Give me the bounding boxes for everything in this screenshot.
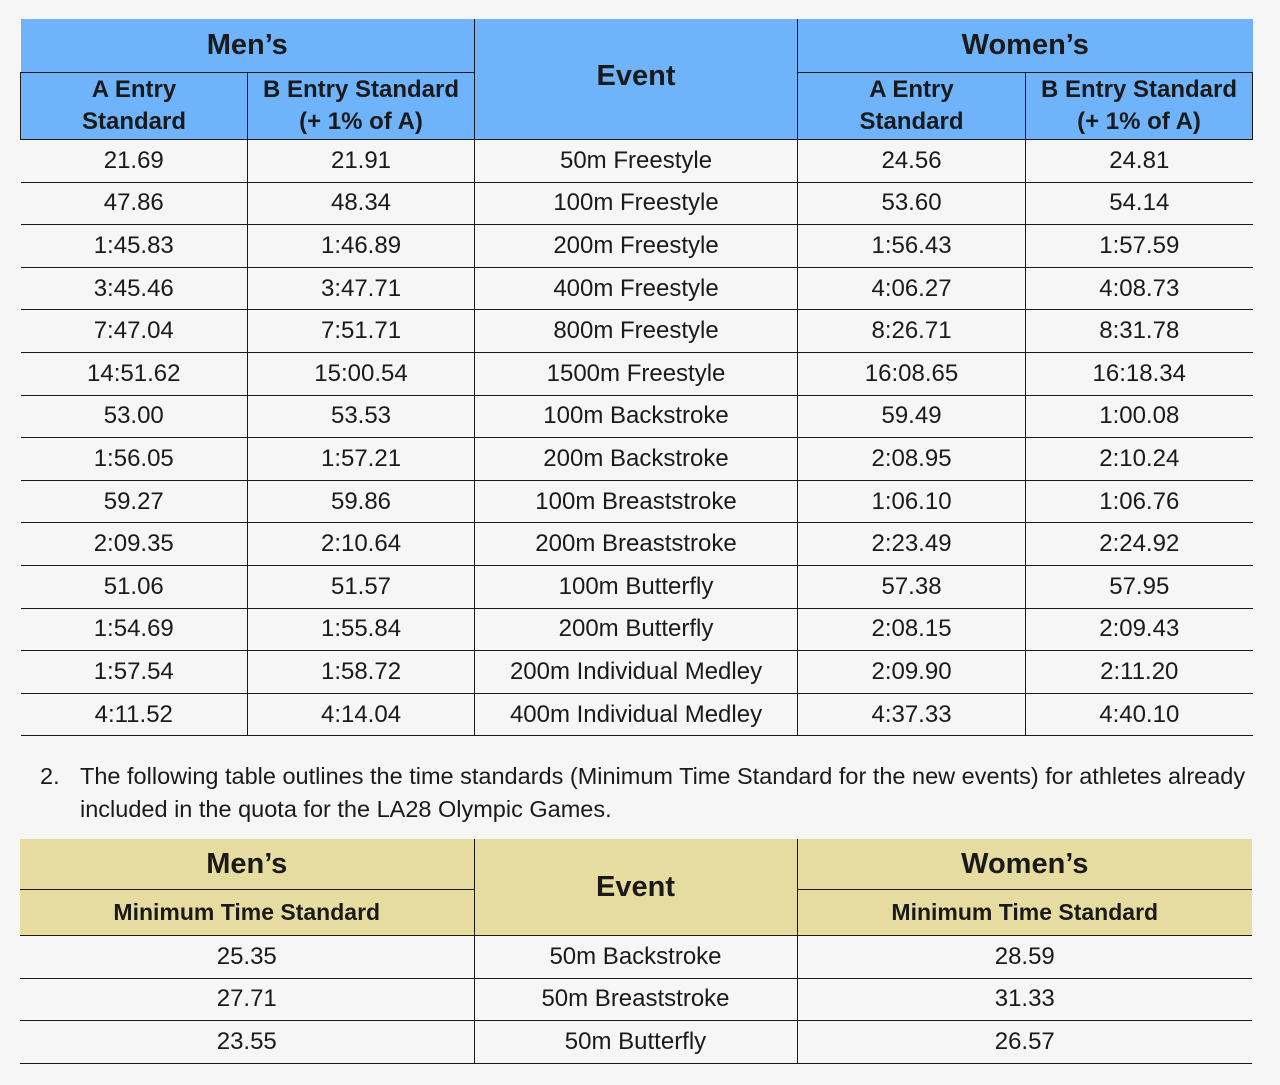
women-b-cell: 4:40.10 bbox=[1026, 693, 1253, 736]
event-cell: 400m Freestyle bbox=[475, 267, 798, 310]
women-b-cell: 1:00.08 bbox=[1026, 395, 1253, 438]
table-row bbox=[20, 1021, 1252, 1064]
event-cell: 50m Freestyle bbox=[475, 140, 798, 183]
header-line: Standard bbox=[859, 108, 964, 135]
event-cell: 50m Butterfly bbox=[474, 1021, 797, 1064]
table-row bbox=[21, 267, 1253, 310]
men-a-cell: 53.00 bbox=[21, 395, 248, 438]
women-minimum-cell: 26.57 bbox=[797, 1021, 1252, 1064]
event-cell: 100m Breaststroke bbox=[475, 480, 798, 523]
men-a-standard-header bbox=[21, 73, 248, 140]
women-b-cell: 4:08.73 bbox=[1026, 267, 1253, 310]
table-row bbox=[21, 651, 1253, 694]
women-a-cell: 2:08.95 bbox=[798, 438, 1026, 481]
women-b-cell: 2:11.20 bbox=[1026, 651, 1253, 694]
event-cell: 100m Backstroke bbox=[475, 395, 798, 438]
women-b-cell: 16:18.34 bbox=[1026, 352, 1253, 395]
women-minimum-header: Minimum Time Standard bbox=[797, 890, 1252, 936]
note-text: The following table outlines the time standards (Minimum Time Standard for the new events) for athletes already included in the quota for the LA28 Olympic Games. bbox=[80, 763, 1246, 822]
event-cell: 100m Butterfly bbox=[475, 565, 798, 608]
women-a-cell: 4:06.27 bbox=[798, 267, 1026, 310]
men-a-cell: 59.27 bbox=[21, 480, 248, 523]
women-b-cell: 1:06.76 bbox=[1026, 480, 1253, 523]
men-b-cell: 1:57.21 bbox=[248, 438, 475, 481]
women-a-cell: 2:23.49 bbox=[798, 523, 1026, 566]
womens-group-header: Women’s bbox=[797, 839, 1252, 890]
women-minimum-cell: 28.59 bbox=[797, 936, 1252, 979]
women-b-cell: 24.81 bbox=[1026, 140, 1253, 183]
men-b-cell: 7:51.71 bbox=[248, 310, 475, 353]
header-line: (+ 1% of A) bbox=[1077, 108, 1201, 135]
women-b-cell: 54.14 bbox=[1026, 182, 1253, 225]
men-b-cell: 15:00.54 bbox=[248, 352, 475, 395]
women-b-standard-header bbox=[1026, 73, 1253, 140]
event-cell: 1500m Freestyle bbox=[475, 352, 798, 395]
entry-standards-table bbox=[20, 19, 1253, 736]
men-a-cell: 4:11.52 bbox=[21, 693, 248, 736]
men-b-cell: 1:55.84 bbox=[248, 608, 475, 651]
header-line: A Entry bbox=[869, 76, 954, 103]
women-a-standard-header bbox=[798, 73, 1026, 140]
mens-group-header: Men’s bbox=[20, 839, 474, 890]
table-row bbox=[21, 693, 1253, 736]
women-a-cell: 53.60 bbox=[798, 182, 1026, 225]
women-minimum-cell: 31.33 bbox=[797, 978, 1252, 1021]
men-b-cell: 21.91 bbox=[248, 140, 475, 183]
women-a-cell: 4:37.33 bbox=[798, 693, 1026, 736]
men-b-cell: 51.57 bbox=[248, 565, 475, 608]
women-b-cell: 2:24.92 bbox=[1026, 523, 1253, 566]
table-row bbox=[21, 352, 1253, 395]
men-a-cell: 1:54.69 bbox=[21, 608, 248, 651]
event-cell: 200m Butterfly bbox=[475, 608, 798, 651]
minimum-standards-table bbox=[20, 839, 1252, 1064]
event-column-header: Event bbox=[475, 19, 798, 140]
event-cell: 200m Breaststroke bbox=[475, 523, 798, 566]
men-a-cell: 7:47.04 bbox=[21, 310, 248, 353]
event-cell: 800m Freestyle bbox=[475, 310, 798, 353]
event-cell: 200m Freestyle bbox=[475, 225, 798, 268]
table-row bbox=[21, 523, 1253, 566]
event-column-header: Event bbox=[474, 839, 797, 936]
table-row bbox=[21, 395, 1253, 438]
men-b-cell: 4:14.04 bbox=[248, 693, 475, 736]
men-a-cell: 51.06 bbox=[21, 565, 248, 608]
men-b-cell: 48.34 bbox=[248, 182, 475, 225]
women-b-cell: 1:57.59 bbox=[1026, 225, 1253, 268]
table-row bbox=[21, 565, 1253, 608]
women-a-cell: 16:08.65 bbox=[798, 352, 1026, 395]
mens-group-header: Men’s bbox=[21, 19, 475, 73]
event-cell: 50m Breaststroke bbox=[474, 978, 797, 1021]
men-a-cell: 1:57.54 bbox=[21, 651, 248, 694]
men-a-cell: 21.69 bbox=[21, 140, 248, 183]
women-b-cell: 2:09.43 bbox=[1026, 608, 1253, 651]
women-a-cell: 8:26.71 bbox=[798, 310, 1026, 353]
header-line: A Entry bbox=[91, 76, 177, 103]
table-row bbox=[21, 140, 1253, 183]
note-paragraph bbox=[40, 760, 1250, 826]
men-minimum-cell: 25.35 bbox=[20, 936, 474, 979]
table-row bbox=[21, 480, 1253, 523]
women-a-cell: 2:09.90 bbox=[798, 651, 1026, 694]
women-a-cell: 57.38 bbox=[798, 565, 1026, 608]
table-row bbox=[21, 310, 1253, 353]
women-a-cell: 1:06.10 bbox=[798, 480, 1026, 523]
men-minimum-cell: 27.71 bbox=[20, 978, 474, 1021]
table-row bbox=[21, 225, 1253, 268]
women-b-cell: 2:10.24 bbox=[1026, 438, 1253, 481]
womens-group-header: Women’s bbox=[798, 19, 1253, 73]
minimum-table-body bbox=[20, 936, 1252, 1064]
men-b-standard-header bbox=[248, 73, 475, 140]
men-a-cell: 3:45.46 bbox=[21, 267, 248, 310]
event-cell: 100m Freestyle bbox=[475, 182, 798, 225]
men-a-cell: 47.86 bbox=[21, 182, 248, 225]
header-line: B Entry Standard bbox=[262, 76, 460, 103]
men-b-cell: 59.86 bbox=[248, 480, 475, 523]
women-b-cell: 57.95 bbox=[1026, 565, 1253, 608]
men-a-cell: 14:51.62 bbox=[21, 352, 248, 395]
table-row bbox=[21, 438, 1253, 481]
men-minimum-header: Minimum Time Standard bbox=[20, 890, 474, 936]
men-b-cell: 2:10.64 bbox=[248, 523, 475, 566]
men-b-cell: 1:58.72 bbox=[248, 651, 475, 694]
header-line: Standard bbox=[81, 108, 186, 135]
event-cell: 200m Backstroke bbox=[475, 438, 798, 481]
women-a-cell: 24.56 bbox=[798, 140, 1026, 183]
event-cell: 200m Individual Medley bbox=[475, 651, 798, 694]
header-line: (+ 1% of A) bbox=[299, 108, 423, 135]
header-line: B Entry Standard bbox=[1041, 76, 1238, 103]
table-row bbox=[21, 182, 1253, 225]
table-row bbox=[20, 936, 1252, 979]
men-b-cell: 53.53 bbox=[248, 395, 475, 438]
note-number: 2. bbox=[40, 763, 60, 789]
men-a-cell: 1:56.05 bbox=[21, 438, 248, 481]
women-a-cell: 1:56.43 bbox=[798, 225, 1026, 268]
table-row bbox=[21, 608, 1253, 651]
event-cell: 400m Individual Medley bbox=[475, 693, 798, 736]
men-b-cell: 3:47.71 bbox=[248, 267, 475, 310]
women-a-cell: 2:08.15 bbox=[798, 608, 1026, 651]
entry-table-body bbox=[21, 140, 1253, 736]
table-row bbox=[20, 978, 1252, 1021]
men-minimum-cell: 23.55 bbox=[20, 1021, 474, 1064]
women-a-cell: 59.49 bbox=[798, 395, 1026, 438]
women-b-cell: 8:31.78 bbox=[1026, 310, 1253, 353]
men-a-cell: 2:09.35 bbox=[21, 523, 248, 566]
event-cell: 50m Backstroke bbox=[474, 936, 797, 979]
men-b-cell: 1:46.89 bbox=[248, 225, 475, 268]
men-a-cell: 1:45.83 bbox=[21, 225, 248, 268]
